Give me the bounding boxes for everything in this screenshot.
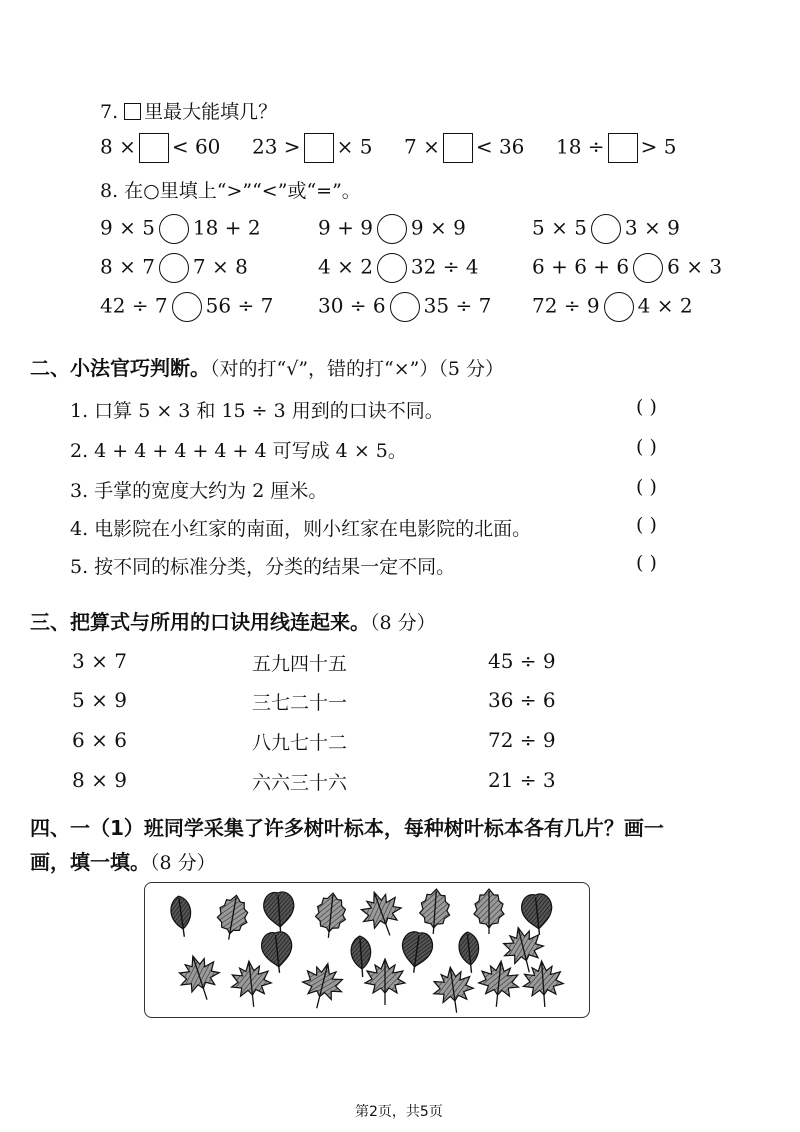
expr-right[interactable]: 72 ÷ 9 — [488, 728, 556, 752]
q8-item: 72 ÷ 9 4 × 2 — [532, 292, 693, 322]
maple-leaf-icon — [229, 959, 274, 1009]
page-footer: 第2页，共5页 — [355, 1104, 443, 1120]
compare-circle[interactable] — [377, 214, 407, 244]
oval-leaf-icon — [169, 895, 194, 938]
judge-item-3: 3. 手掌的宽度大约为 2 厘米。 — [70, 480, 328, 502]
rhyme[interactable]: 八九七十二 — [252, 732, 348, 754]
compare-circle[interactable] — [390, 292, 420, 322]
q8-item: 6 + 6 + 6 6 × 3 — [532, 253, 722, 283]
q7-item-4: 18 ÷ > 5 — [556, 133, 676, 163]
maple-leaf-icon — [174, 950, 226, 1006]
birch-leaf-icon — [474, 889, 504, 934]
expr-right[interactable]: 45 ÷ 9 — [488, 649, 556, 673]
answer-box[interactable] — [304, 133, 334, 163]
oval-leaf-icon — [458, 931, 482, 974]
expr-left[interactable]: 5 × 9 — [72, 688, 127, 712]
maple-leaf-icon — [297, 959, 347, 1013]
q8-title: 8. 在○里填上“>”“<”或“=”。 — [100, 180, 361, 202]
judge-item-2: 2. 4 + 4 + 4 + 4 + 4 可写成 4 × 5。 — [70, 440, 407, 462]
compare-circle[interactable] — [377, 253, 407, 283]
maple-leaf-icon — [365, 959, 405, 1005]
answer-box[interactable] — [608, 133, 638, 163]
expr-left[interactable]: 3 × 7 — [72, 649, 127, 673]
expr-left[interactable]: 8 × 9 — [72, 768, 127, 792]
compare-circle[interactable] — [159, 214, 189, 244]
section3-title: 三、把算式与所用的口诀用线连起来。（8 分） — [30, 610, 436, 634]
rhyme[interactable]: 五九四十五 — [252, 653, 348, 675]
judge-item-1: 1. 口算 5 × 3 和 15 ÷ 3 用到的口诀不同。 — [70, 400, 444, 422]
leaf-specimen-box — [144, 882, 590, 1018]
q7-title: 7. 里最大能填几？ — [100, 101, 278, 123]
q7-item-3: 7 × < 36 — [404, 133, 524, 163]
rhyme[interactable]: 三七二十一 — [252, 692, 348, 714]
compare-circle[interactable] — [633, 253, 663, 283]
q8-item: 5 × 5 3 × 9 — [532, 214, 680, 244]
answer-paren[interactable]: ( ) — [636, 436, 657, 458]
maple-leaf-icon — [476, 959, 521, 1009]
q8-item: 4 × 2 32 ÷ 4 — [318, 253, 479, 283]
maple-leaf-icon — [430, 964, 476, 1015]
q8-item: 42 ÷ 7 56 ÷ 7 — [100, 292, 273, 322]
section2-title: 二、小法官巧判断。（对的打“√”，错的打“×”）（5 分） — [30, 356, 505, 380]
judge-item-4: 4. 电影院在小红家的南面，则小红家在电影院的北面。 — [70, 518, 532, 540]
expr-right[interactable]: 36 ÷ 6 — [488, 688, 556, 712]
section4-title-line1: 四、一（1）班同学采集了许多树叶标本，每种树叶标本各有几片？画一 — [30, 816, 664, 840]
section4-title-line2: 画，填一填。（8 分） — [30, 850, 216, 874]
expr-left[interactable]: 6 × 6 — [72, 728, 127, 752]
birch-leaf-icon — [418, 888, 451, 935]
q7-item-1: 8 × < 60 — [100, 133, 220, 163]
answer-paren[interactable]: ( ) — [636, 476, 657, 498]
q8-item: 9 + 9 9 × 9 — [318, 214, 466, 244]
birch-leaf-icon — [214, 893, 251, 943]
birch-leaf-icon — [313, 892, 348, 940]
compare-circle[interactable] — [159, 253, 189, 283]
answer-paren[interactable]: ( ) — [636, 552, 657, 574]
compare-circle[interactable] — [172, 292, 202, 322]
round-leaf-icon — [260, 931, 294, 975]
q8-item: 9 × 5 18 + 2 — [100, 214, 261, 244]
q7-item-2: 23 > × 5 — [252, 133, 372, 163]
answer-box-icon — [124, 103, 141, 120]
maple-leaf-icon — [355, 885, 408, 942]
expr-right[interactable]: 21 ÷ 3 — [488, 768, 556, 792]
q8-item: 30 ÷ 6 35 ÷ 7 — [318, 292, 491, 322]
round-leaf-icon — [399, 930, 434, 975]
q8-item: 8 × 7 7 × 8 — [100, 253, 248, 283]
round-leaf-icon — [263, 891, 296, 934]
compare-circle[interactable] — [591, 214, 621, 244]
rhyme[interactable]: 六六三十六 — [252, 772, 348, 794]
answer-paren[interactable]: ( ) — [636, 514, 657, 536]
judge-item-5: 5. 按不同的标准分类，分类的结果一定不同。 — [70, 556, 456, 578]
answer-paren[interactable]: ( ) — [636, 396, 657, 418]
compare-circle[interactable] — [604, 292, 634, 322]
answer-box[interactable] — [443, 133, 473, 163]
round-leaf-icon — [520, 893, 554, 937]
leaves-illustration — [145, 883, 591, 1019]
answer-box[interactable] — [139, 133, 169, 163]
